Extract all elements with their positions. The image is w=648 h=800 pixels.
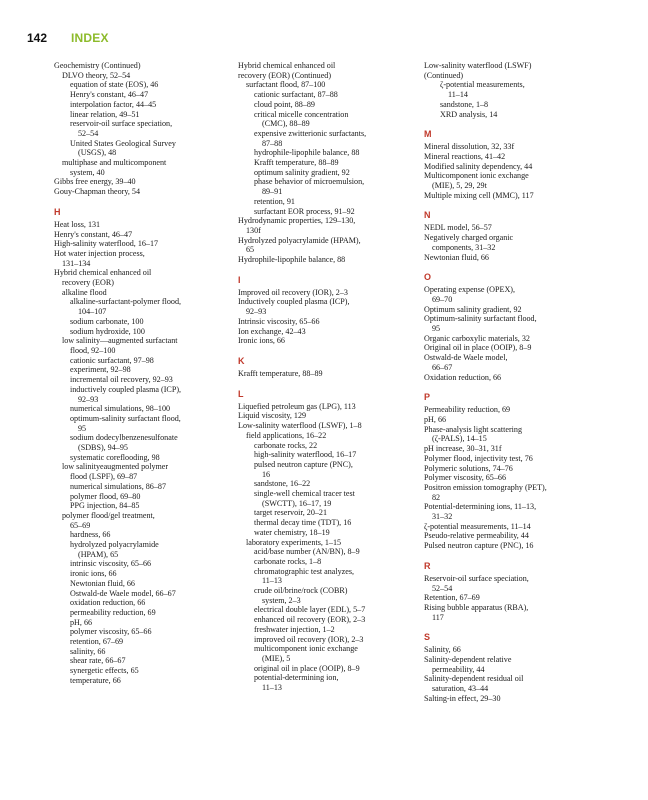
index-entry: alkaline flood xyxy=(62,287,107,297)
index-entry: permeability, 44 xyxy=(432,664,485,674)
index-entry: (SWCTT), 16–17, 19 xyxy=(262,498,332,508)
index-entry: linear relation, 49–51 xyxy=(70,109,140,119)
index-entry: carbonate rocks, 22 xyxy=(254,440,318,450)
index-entry: Permeability reduction, 69 xyxy=(424,405,511,415)
index-entry: electrical double layer (EDL), 5–7 xyxy=(254,605,366,615)
index-entry: High-salinity waterflood, 16–17 xyxy=(54,239,159,249)
index-entry: equation of state (EOS), 46 xyxy=(70,80,159,90)
index-entry: 82 xyxy=(432,492,441,502)
index-entry: Ironic ions, 66 xyxy=(238,336,285,346)
index-entry: multiphase and multicomponent xyxy=(62,158,167,168)
index-entry: Reservoir-oil surface speciation, xyxy=(424,573,529,583)
index-entry: potential-determining ion, xyxy=(254,673,339,683)
index-entry: Hydrophile-lipophile balance, 88 xyxy=(238,255,346,265)
index-entry: 65 xyxy=(246,245,255,255)
index-entry: Hydrolyzed polyacrylamide (HPAM), xyxy=(238,235,361,245)
index-entry: Henry's constant, 46–47 xyxy=(70,90,149,100)
index-entry: sandstone, 16–22 xyxy=(254,479,311,489)
index-entry: Inductively coupled plasma (ICP), xyxy=(238,297,350,307)
index-entry: Optimum-salinity surfactant flood, xyxy=(424,314,537,324)
index-entry: multicomponent ionic exchange xyxy=(254,644,358,654)
index-entry: 11–14 xyxy=(448,90,468,100)
index-entry: inductively coupled plasma (ICP), xyxy=(70,384,182,394)
running-head: INDEX xyxy=(71,31,109,45)
index-entry: 11–13 xyxy=(262,576,282,586)
index-entry: pulsed neutron capture (PNC), xyxy=(254,459,353,469)
index-entry: single-well chemical tracer test xyxy=(254,489,355,499)
index-entry: Newtonian fluid, 66 xyxy=(70,578,135,588)
index-entry: optimum salinity gradient, 92 xyxy=(254,167,350,177)
index-entry: 11–13 xyxy=(262,683,282,693)
index-entry: thermal decay time (TDT), 16 xyxy=(254,518,352,528)
index-entry: components, 31–32 xyxy=(432,242,496,252)
index-entry: (Continued) xyxy=(424,70,464,80)
index-section-letter: S xyxy=(424,632,431,643)
index-entry: hydrolyzed polyacrylamide xyxy=(70,540,159,550)
index-entry: surfactant flood, 87–100 xyxy=(246,80,326,90)
index-section-letter: R xyxy=(424,560,431,571)
index-entry: sodium carbonate, 100 xyxy=(70,316,144,326)
index-section-letter: O xyxy=(424,272,432,283)
index-entry: Organic carboxylic materials, 32 xyxy=(424,333,530,343)
index-entry: surfactant EOR process, 91–92 xyxy=(254,206,355,216)
index-entry: Multicomponent ionic exchange xyxy=(424,171,529,181)
index-entry: NEDL model, 56–57 xyxy=(424,223,492,233)
index-section-letter: K xyxy=(238,355,245,366)
index-entry: recovery (EOR) xyxy=(62,278,114,288)
index-entry: numerical simulations, 86–87 xyxy=(70,481,166,491)
index-entry: enhanced oil recovery (EOR), 2–3 xyxy=(254,615,366,625)
index-section-letter: I xyxy=(238,274,241,285)
index-entry: cationic surfactant, 87–88 xyxy=(254,90,338,100)
index-entry: Operating expense (OPEX), xyxy=(424,285,516,295)
index-entry: Pulsed neutron capture (PNC), 16 xyxy=(424,541,534,551)
index-entry: Original oil in place (OOIP), 8–9 xyxy=(424,343,532,353)
index-column-1 xyxy=(54,61,230,686)
index-entry: 95 xyxy=(432,324,441,334)
index-entry: Mineral dissolution, 32, 33f xyxy=(424,142,515,152)
index-entry: Ostwald-de Waele model, xyxy=(424,353,508,363)
index-entry: systematic coreflooding, 98 xyxy=(70,452,160,462)
index-entry: oxidation reduction, 66 xyxy=(70,598,146,608)
index-entry: 52–54 xyxy=(432,583,453,593)
index-entry: water chemistry, 18–19 xyxy=(254,527,330,537)
index-entry: expensive zwitterionic surfactants, xyxy=(254,128,367,138)
index-entry: (USGS), 48 xyxy=(78,148,117,158)
index-column-2 xyxy=(238,61,414,693)
index-entry: 89–91 xyxy=(262,187,283,197)
index-entry: recovery (EOR) (Continued) xyxy=(238,70,332,80)
index-entry: United States Geological Survey xyxy=(70,138,176,148)
index-entry: 65–69 xyxy=(70,520,91,530)
index-entry: Negatively charged organic xyxy=(424,233,514,243)
page-header xyxy=(27,31,109,47)
index-entry: Modified salinity dependency, 44 xyxy=(424,161,533,171)
index-entry: interpolation factor, 44–45 xyxy=(70,99,157,109)
index-entry: Hybrid chemical enhanced oil xyxy=(238,61,336,70)
index-entry: permeability reduction, 69 xyxy=(70,607,156,617)
index-entry: alkaline-surfactant-polymer flood, xyxy=(70,297,182,307)
index-entry: target reservoir, 20–21 xyxy=(254,508,328,518)
index-entry: pH, 66 xyxy=(70,617,93,627)
index-entry: saturation, 43–44 xyxy=(432,684,489,694)
index-entry: 130f xyxy=(246,225,261,235)
index-entry: optimum-salinity surfactant flood, xyxy=(70,413,181,423)
index-section-letter: P xyxy=(424,392,431,403)
index-entry: Multiple mixing cell (MMC), 117 xyxy=(424,190,534,200)
index-entry: Polymer viscosity, 65–66 xyxy=(424,473,506,483)
index-entry: Liquid viscosity, 129 xyxy=(238,411,307,421)
index-entry: freshwater injection, 1–2 xyxy=(254,624,335,634)
index-entry: chromatographic test analyzes, xyxy=(254,566,355,576)
index-entry: Geochemistry (Continued) xyxy=(54,61,141,70)
index-entry: (HPAM), 65 xyxy=(78,549,119,559)
page-number: 142 xyxy=(27,31,48,45)
index-entry: Krafft temperature, 88–89 xyxy=(238,368,323,378)
index-entry: ironic ions, 66 xyxy=(70,569,117,579)
index-entry: Optimum salinity gradient, 92 xyxy=(424,304,522,314)
index-entry: hardness, 66 xyxy=(70,530,111,540)
index-entry: 31–32 xyxy=(432,512,453,522)
index-entry: phase behavior of microemulsion, xyxy=(254,177,365,187)
index-entry: Retention, 67–69 xyxy=(424,593,480,603)
index-entry: Salting-in effect, 29–30 xyxy=(424,693,501,703)
index-entry: cloud point, 88–89 xyxy=(254,99,315,109)
index-entry: polymer viscosity, 65–66 xyxy=(70,627,152,637)
index-entry: Ion exchange, 42–43 xyxy=(238,326,306,336)
index-entry: shear rate, 66–67 xyxy=(70,656,126,666)
index-entry: field applications, 16–22 xyxy=(246,430,327,440)
index-entry: Hydrodynamic properties, 129–130, xyxy=(238,216,356,226)
index-entry: sandstone, 1–8 xyxy=(440,99,489,109)
index-entry: Oxidation reduction, 66 xyxy=(424,372,502,382)
index-entry: hydrophile-lipophile balance, 88 xyxy=(254,148,360,158)
index-entry: 69–70 xyxy=(432,294,453,304)
index-entry: 52–54 xyxy=(78,128,99,138)
index-entry: incremental oil recovery, 92–93 xyxy=(70,375,173,385)
index-entry: 92–93 xyxy=(78,394,99,404)
index-entry: improved oil recovery (IOR), 2–3 xyxy=(254,634,364,644)
index-entry: Ostwald-de Waele model, 66–67 xyxy=(70,588,176,598)
index-entry: system, 2–3 xyxy=(262,595,301,605)
index-entry: 92–93 xyxy=(246,307,267,317)
index-entry: flood, 92–100 xyxy=(70,345,116,355)
index-section-letter: H xyxy=(54,206,61,217)
index-entry: 104–107 xyxy=(78,307,107,317)
index-entry: Phase-analysis light scattering xyxy=(424,424,523,434)
index-entry: temperature, 66 xyxy=(70,675,121,685)
index-entry: 117 xyxy=(432,612,444,622)
index-entry: pH, 66 xyxy=(424,414,447,424)
index-entry: low salinityeaugmented polymer xyxy=(62,462,169,472)
index-entry: XRD analysis, 14 xyxy=(440,109,498,119)
index-entry: intrinsic viscosity, 65–66 xyxy=(70,559,152,569)
index-entry: polymer flood/gel treatment, xyxy=(62,510,155,520)
index-entry: experiment, 92–98 xyxy=(70,365,131,375)
index-entry: Gouy-Chapman theory, 54 xyxy=(54,187,141,197)
index-entry: critical micelle concentration xyxy=(254,109,349,119)
index-entry: 87–88 xyxy=(262,138,283,148)
index-entry: retention, 67–69 xyxy=(70,637,124,647)
index-entry: flood (LSPF), 69–87 xyxy=(70,472,138,482)
index-entry: Positron emission tomography (PET), xyxy=(424,482,547,492)
index-entry: ζ-potential measurements, 11–14 xyxy=(424,521,531,531)
index-entry: laboratory experiments, 1–15 xyxy=(246,537,342,547)
index-entry: Low-salinity waterflood (LSWF), 1–8 xyxy=(238,421,362,431)
index-entry: numerical simulations, 98–100 xyxy=(70,404,171,414)
index-entry: Low-salinity waterflood (LSWF) xyxy=(424,61,532,70)
index-entry: 131–134 xyxy=(62,258,91,268)
index-entry: Salinity-dependent residual oil xyxy=(424,674,524,684)
index-entry: acid/base number (AN/BN), 8–9 xyxy=(254,547,360,557)
index-entry: polymer flood, 69–80 xyxy=(70,491,141,501)
index-entry: Intrinsic viscosity, 65–66 xyxy=(238,316,320,326)
index-entry: pH increase, 30–31, 31f xyxy=(424,444,502,454)
index-section-letter: M xyxy=(424,129,432,140)
index-entry: Hybrid chemical enhanced oil xyxy=(54,268,152,278)
index-entry: salinity, 66 xyxy=(70,646,106,656)
index-entry: low salinity—augmented surfactant xyxy=(62,336,178,346)
index-entry: Newtonian fluid, 66 xyxy=(424,252,489,262)
index-entry: Pseudo-relative permeability, 44 xyxy=(424,531,529,541)
index-entry: 16 xyxy=(262,469,271,479)
index-entry: 66–67 xyxy=(432,362,453,372)
index-entry: Gibbs free energy, 39–40 xyxy=(54,177,136,187)
index-entry: DLVO theory, 52–54 xyxy=(62,70,131,80)
index-entry: Salinity-dependent relative xyxy=(424,655,512,665)
index-entry: ζ-potential measurements, xyxy=(440,80,525,90)
index-section-letter: N xyxy=(424,210,431,221)
index-entry: Hot water injection process, xyxy=(54,248,145,258)
index-column-3 xyxy=(424,61,600,704)
index-section-letter: L xyxy=(238,388,244,399)
index-entry: Polymeric solutions, 74–76 xyxy=(424,463,513,473)
index-entry: sodium hydroxide, 100 xyxy=(70,326,145,336)
index-entry: (SDBS), 94–95 xyxy=(78,443,128,453)
index-entry: cationic surfactant, 97–98 xyxy=(70,355,154,365)
index-entry: Mineral reactions, 41–42 xyxy=(424,151,506,161)
index-entry: crude oil/brine/rock (COBR) xyxy=(254,586,348,596)
index-entry: Heat loss, 131 xyxy=(54,219,101,229)
index-entry: (CMC), 88–89 xyxy=(262,119,310,129)
index-entry: (MIE), 5 xyxy=(262,653,291,663)
index-entry: sodium dodecylbenzenesulfonate xyxy=(70,433,178,443)
index-entry: original oil in place (OOIP), 8–9 xyxy=(254,663,360,673)
index-entry: system, 40 xyxy=(70,167,105,177)
index-entry: Polymer flood, injectivity test, 76 xyxy=(424,453,533,463)
index-entry: synergetic effects, 65 xyxy=(70,666,139,676)
index-entry: Liquefied petroleum gas (LPG), 113 xyxy=(238,401,356,411)
index-entry: Rising bubble apparatus (RBA), xyxy=(424,602,529,612)
index-entry: PPG injection, 84–85 xyxy=(70,501,140,511)
index-entry: Henry's constant, 46–47 xyxy=(54,229,133,239)
index-entry: Potential-determining ions, 11–13, xyxy=(424,502,537,512)
index-entry: (MIE), 5, 29, 29t xyxy=(432,181,487,191)
index-entry: Improved oil recovery (IOR), 2–3 xyxy=(238,287,348,297)
index-entry: 95 xyxy=(78,423,87,433)
index-entry: reservoir-oil surface speciation, xyxy=(70,119,173,129)
index-entry: Krafft temperature, 88–89 xyxy=(254,158,339,168)
index-entry: carbonate rocks, 1–8 xyxy=(254,556,322,566)
index-entry: high-salinity waterflood, 16–17 xyxy=(254,450,357,460)
index-entry: retention, 91 xyxy=(254,196,295,206)
index-entry: (ζ-PALS), 14–15 xyxy=(432,434,487,444)
index-entry: Salinity, 66 xyxy=(424,645,461,655)
